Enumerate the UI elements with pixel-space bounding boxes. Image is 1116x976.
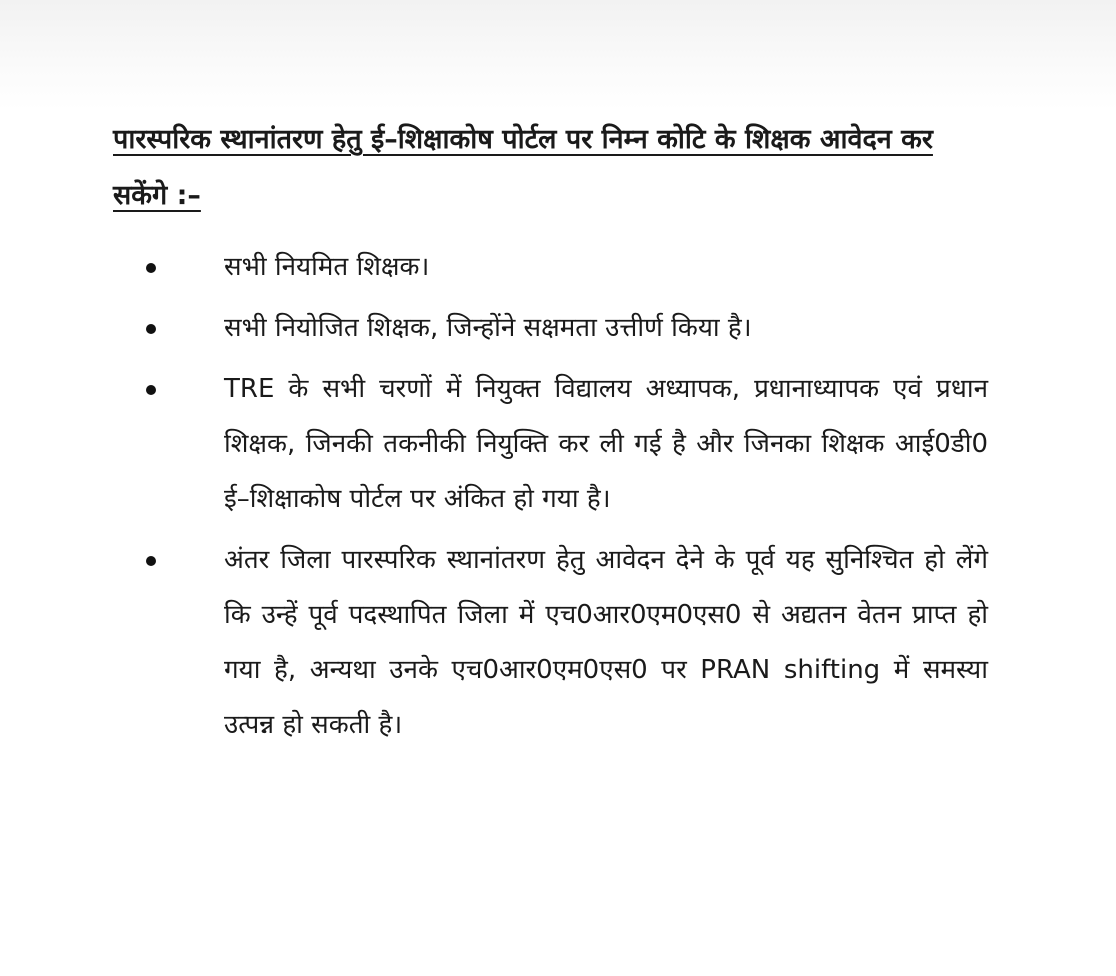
bullet-icon — [146, 556, 156, 566]
list-item — [140, 362, 988, 527]
list-item-text: सभी नियोजित शिक्षक, जिन्होंने सक्षमता उत्तीर्ण किया है। — [224, 313, 752, 343]
notice-heading-text: पारस्परिक स्थानांतरण हेतु ई–शिक्षाकोष पोर्टल पर निम्न कोटि के शिक्षक आवेदन कर सकेंगे :– — [113, 124, 933, 211]
eligibility-list — [140, 240, 988, 759]
list-item — [140, 240, 988, 295]
bullet-icon — [146, 385, 156, 395]
list-item — [140, 533, 988, 753]
list-item-text: TRE के सभी चरणों में नियुक्त विद्यालय अध्यापक, प्रधानाध्यापक एवं प्रधान शिक्षक, जिनकी तकनीकी नियुक्ति कर ली गई है और जिनका शिक्षक आई0डी0 ई–शिक्षाकोष पोर्टल पर अंकित हो गया है। — [224, 374, 988, 514]
list-item-text: अंतर जिला पारस्परिक स्थानांतरण हेतु आवेदन देने के पूर्व यह सुनिश्चित हो लेंगे कि उन्हें पूर्व पदस्थापित जिला में एच0आर0एम0एस0 से अद्यतन वेतन प्राप्त हो गया है, अन्यथा उनके एच0आर0एम0एस0 पर PRAN shifting में समस्या उत्पन्न हो सकती है। — [224, 545, 988, 740]
notice-heading — [113, 112, 988, 224]
list-item — [140, 301, 988, 356]
bullet-icon — [146, 263, 156, 273]
bullet-icon — [146, 324, 156, 334]
list-item-text: सभी नियमित शिक्षक। — [224, 252, 430, 282]
